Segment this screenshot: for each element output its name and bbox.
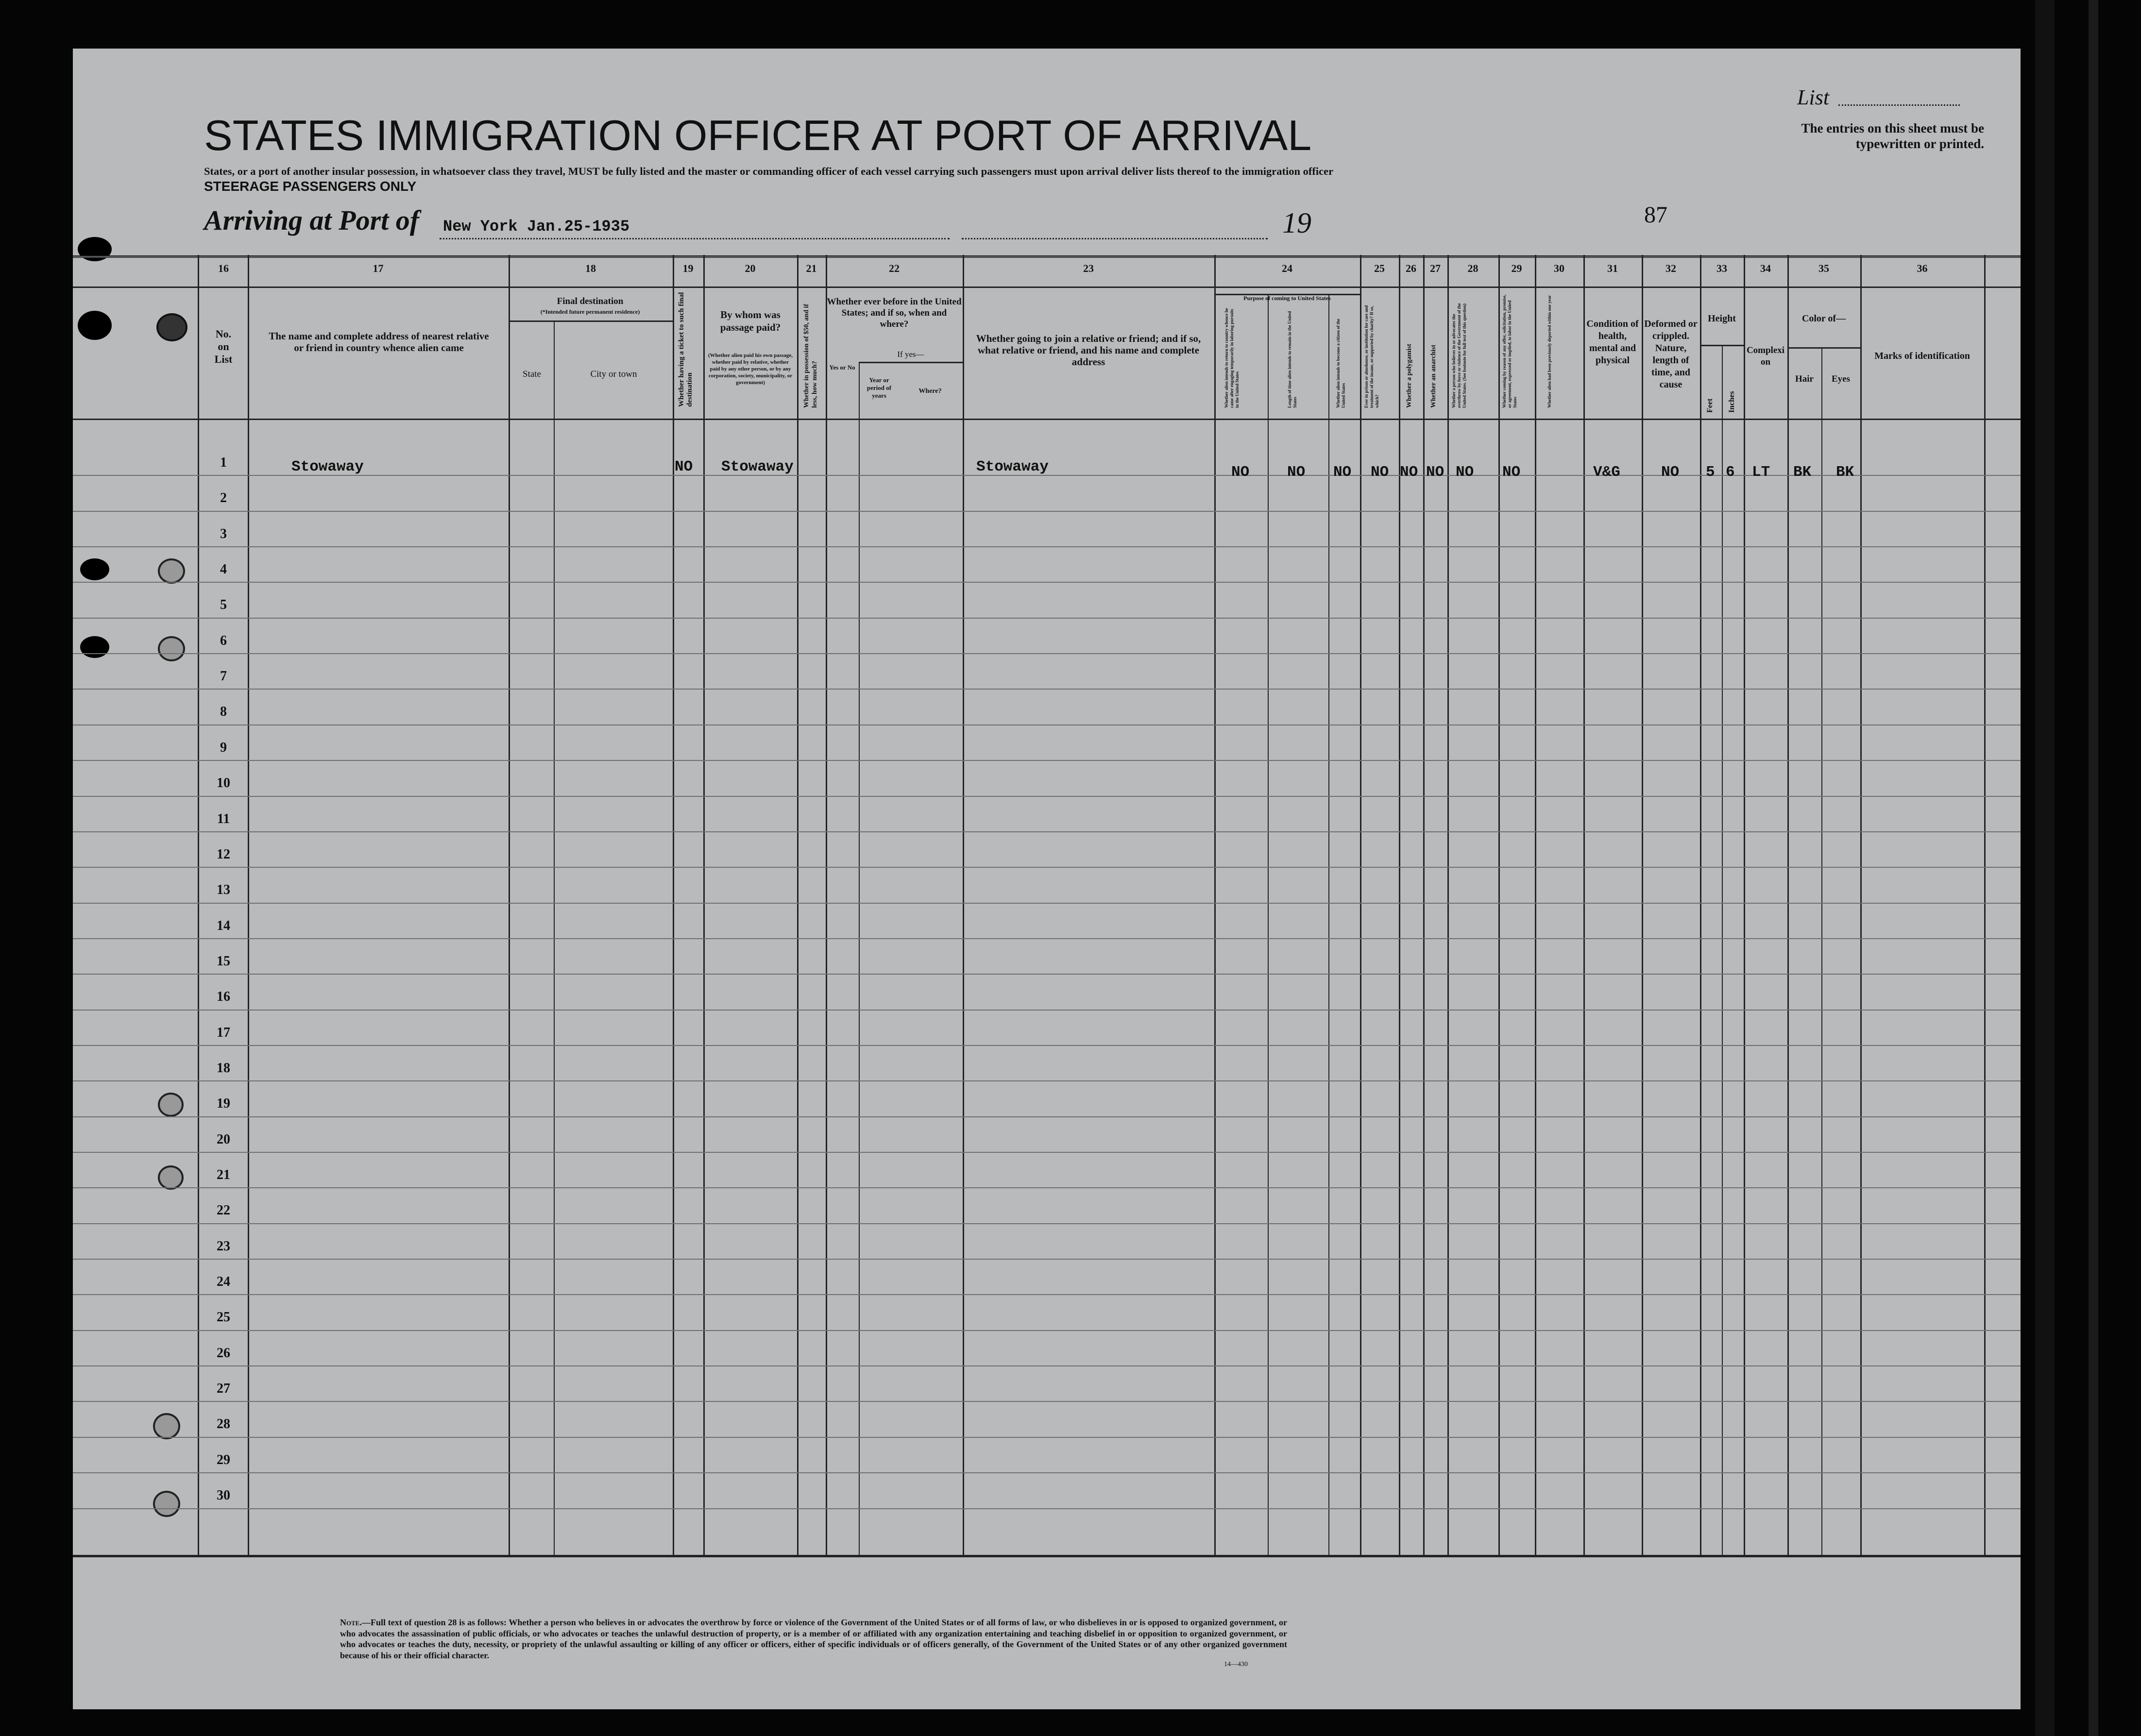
col-header-passage-paid: By whom was passage paid? (720, 309, 781, 333)
row-number: 2 (220, 490, 227, 506)
row-number: 26 (217, 1345, 230, 1361)
row-number: 21 (217, 1167, 230, 1182)
col-header-city: City or town (590, 369, 637, 379)
col-header-before-in-us: Whether ever before in the United States; and if so, when and where? (827, 297, 962, 329)
row-number: 4 (220, 562, 227, 577)
col-header-prison: Ever in prison or almshouse, or institution for care and treatment of the insane, or supported by charity? If so, which? (1364, 305, 1379, 408)
row-number: 8 (220, 704, 227, 720)
row-number: 10 (217, 775, 230, 791)
col-header-deported: Whether alien had been previously deported within one year (1547, 295, 1552, 408)
col-num-20: 20 (745, 262, 756, 274)
col-header-deformed: Deformed or crippled. Nature, length of time, and cause (1644, 319, 1698, 390)
table-row (73, 653, 2021, 654)
row-number: 12 (217, 846, 230, 862)
arriving-value: New York Jan.25-1935 (443, 218, 630, 236)
col-header-where: Where? (918, 388, 942, 395)
row-number: 23 (217, 1238, 230, 1254)
table-row (73, 1401, 2021, 1402)
col-num-16: 16 (218, 262, 229, 274)
entry-24a: NO (1231, 464, 1250, 481)
subtitle-line: States, or a port of another insular possession, in whatsoever class they travel, MUST be fully listed and the master or commanding officer of each vessel carrying such passengers must upon arrival deliver lists thereof to the immigration officer (204, 165, 1334, 177)
col-header-state: State (523, 369, 541, 379)
col-header-joining: Whether going to join a relative or friend; and if so, what relative or friend, and his name and complete address (976, 333, 1201, 368)
row-number: 16 (217, 989, 230, 1005)
footnote (340, 1617, 1287, 1661)
table-row (73, 831, 2021, 832)
row-number: 14 (217, 918, 230, 933)
row-number: 25 (217, 1310, 230, 1325)
table-row (73, 1330, 2021, 1331)
film-edge (2089, 0, 2098, 1736)
row-number: 1 (220, 455, 227, 470)
col-num-23: 23 (1083, 262, 1094, 274)
col-num-30: 30 (1554, 262, 1564, 274)
row-number: 3 (220, 526, 227, 541)
col-num-26: 26 (1406, 262, 1416, 274)
table-row (73, 867, 2021, 868)
entry-eyes: BK (1836, 464, 1854, 481)
col-num-25: 25 (1374, 262, 1385, 274)
col-header-hair: Hair (1795, 374, 1814, 384)
col-header-polygamist: Whether a polygamist (1406, 344, 1413, 408)
row-number: 29 (217, 1452, 230, 1467)
date-underline (962, 238, 1268, 239)
table-row (73, 1152, 2021, 1153)
col-header-complexion: Complexion (1746, 345, 1785, 367)
right-note: The entries on this sheet must be typewritten or printed. (1801, 121, 1984, 151)
col-header-passage-paid-note: (Whether alien paid his own passage, whether paid by relative, whether paid by any other person, or by any corporation, society, municipality, or government) (708, 353, 793, 386)
table-row (73, 1010, 2021, 1011)
col-header-anarchist: Whether an anarchist (1430, 344, 1437, 408)
sheet-number: 87 (1644, 202, 1667, 228)
table-row (73, 1223, 2021, 1224)
col-header-period: Year or period of years (867, 376, 892, 399)
col-num-34: 34 (1760, 262, 1771, 274)
table-row (73, 1294, 2021, 1295)
col-header-if-yes: If yes— (897, 350, 924, 359)
page-title: STATES IMMIGRATION OFFICER AT PORT OF ARRIVAL (204, 111, 1312, 159)
list-underline (1838, 104, 1960, 106)
col-num-36: 36 (1917, 262, 1928, 274)
table-row (73, 1472, 2021, 1473)
col-num-24: 24 (1282, 262, 1292, 274)
table-row (73, 689, 2021, 690)
entry-passage-paid: Stowaway (721, 458, 794, 475)
table-row (73, 903, 2021, 904)
entry-hair: BK (1793, 464, 1812, 481)
row-number: 7 (220, 669, 227, 684)
table-row (73, 1187, 2021, 1188)
row-number: 24 (217, 1274, 230, 1290)
table-row (73, 1508, 2021, 1509)
col-num-28: 28 (1467, 262, 1478, 274)
col-header-final-destination: Final destination (557, 296, 624, 306)
entry-28: NO (1456, 464, 1474, 481)
entry-health: V&G (1593, 464, 1620, 481)
entry-25: NO (1371, 464, 1389, 481)
col-header-yes-or-no: Yes or No (829, 364, 855, 371)
row-number: 11 (217, 811, 230, 826)
entry-26: NO (1400, 464, 1418, 481)
col-num-21: 21 (806, 262, 817, 274)
table-row (73, 938, 2021, 939)
col-num-18: 18 (585, 262, 596, 274)
form-number: 14—430 (1224, 1661, 1248, 1668)
film-edge (2035, 0, 2055, 1736)
col-header-24b: Length of time alien intends to remain in the United States (1287, 311, 1297, 408)
col-header-overthrow: Whether a person who believes in or advocates the overthrow by force or violence of the Government of the United States. (See footnote for full text of this question) (1451, 303, 1467, 408)
entry-feet: 5 (1706, 464, 1715, 481)
table-row (73, 511, 2021, 512)
col-num-35: 35 (1818, 262, 1829, 274)
entry-24c: NO (1333, 464, 1352, 481)
entry-24b: NO (1287, 464, 1306, 481)
col-num-32: 32 (1665, 262, 1676, 274)
arriving-label: Arriving at Port of (204, 204, 420, 236)
col-num-33: 33 (1716, 262, 1727, 274)
entry-complexion: LT (1752, 464, 1770, 481)
col-header-health: Condition of health, mental and physical (1586, 319, 1639, 366)
table-row (73, 760, 2021, 761)
row-number: 6 (220, 633, 227, 648)
col-header-24a: Whether alien intends to return to country whence he came after engaging temporarily in laboring pursuits in the United States (1224, 308, 1240, 408)
col-num-19: 19 (682, 262, 694, 274)
table-row (73, 796, 2021, 797)
col-header-eyes: Eyes (1832, 374, 1850, 384)
row-number: 20 (217, 1131, 230, 1147)
row-number: 27 (217, 1381, 230, 1397)
col-header-color-of: Color of— (1801, 313, 1846, 324)
row-number: 18 (217, 1060, 230, 1076)
entry-relative: Stowaway (291, 458, 364, 475)
row-number: 30 (217, 1488, 230, 1503)
row-number: 19 (217, 1096, 230, 1112)
list-label: List (1797, 85, 1830, 109)
col-header-marks: Marks of identification (1874, 351, 1970, 361)
col-header-inches: Inches (1728, 391, 1736, 413)
table-row (73, 582, 2021, 583)
entry-joining: Stowaway (976, 458, 1049, 475)
row-number: 22 (217, 1203, 230, 1218)
arriving-underline (440, 238, 950, 239)
table-row (73, 1259, 2021, 1260)
col-header-labor-offer: Whether coming by reason of any offer, solicitation, promise, or agreement, expressed or implied, to labor in the United States (1502, 294, 1517, 408)
row-number: 15 (217, 953, 230, 969)
year-prefix: 19 (1282, 207, 1311, 239)
col-header-final-destination-note: (*Intended future permanent residence) (540, 308, 640, 315)
table-row (73, 618, 2021, 619)
entry-inches: 6 (1726, 464, 1735, 481)
table-row (73, 1116, 2021, 1117)
col-num-31: 31 (1607, 262, 1618, 274)
row-number: 9 (220, 740, 227, 755)
col-num-17: 17 (373, 262, 384, 274)
col-header-height: Height (1708, 313, 1736, 324)
table-row (73, 974, 2021, 975)
col-header-ticket: Whether having a ticket to such final destination (678, 292, 694, 407)
col-header-24c: Whether alien intends to become a citizen of the United States (1336, 319, 1346, 408)
row-number: 17 (217, 1025, 230, 1040)
col-num-22: 22 (889, 262, 900, 274)
row-number: 28 (217, 1416, 230, 1432)
col-header-relative: The name and complete address of nearest relative or friend in country whence alien came (269, 330, 489, 354)
entry-29: NO (1502, 464, 1521, 481)
col-num-29: 29 (1511, 262, 1522, 274)
steerage-label: STEERAGE PASSENGERS ONLY (204, 179, 417, 194)
row-number: 5 (220, 597, 227, 613)
entry-27: NO (1426, 464, 1444, 481)
col-header-no-on-list: No. on List (214, 328, 233, 365)
table-row (73, 546, 2021, 547)
col-header-feet: Feet (1706, 398, 1714, 413)
manifest-table (73, 253, 2021, 1559)
table-row (73, 1437, 2021, 1438)
entry-deformed: NO (1661, 464, 1680, 481)
col-header-possession: Whether in possession of $50, and if less, how much? (803, 303, 818, 408)
footnote-text: Full text of question 28 is as follows: Whether a person who believes in or advocates the overthrow by force or violence of the Government of the United States or of all forms of law, or who disbelieves in or is opposed to organized government, or who advocates the assassination of public officials, or who advocates or teaches the unlawful destruction of property, or is a member of or affiliated with any organization entertaining and teaching disbelief in or opposition to organized government, or who advocates or teaches the duty, necessity, or propriety of the unlawful assaulting or killing of any officer or officers, either of specific individuals or of officers generally, of the Government of the United States or of any other organized government because of his or their official character. (340, 1618, 1287, 1660)
entry-ticket: NO (675, 458, 693, 475)
col-header-purpose: Purpose of coming to United States (1243, 295, 1331, 302)
row-number: 13 (217, 882, 230, 898)
col-num-27: 27 (1430, 262, 1441, 274)
table-row (73, 1045, 2021, 1046)
table-row (73, 1365, 2021, 1366)
table-row (73, 1080, 2021, 1081)
footnote-lead: Note.— (340, 1618, 371, 1627)
